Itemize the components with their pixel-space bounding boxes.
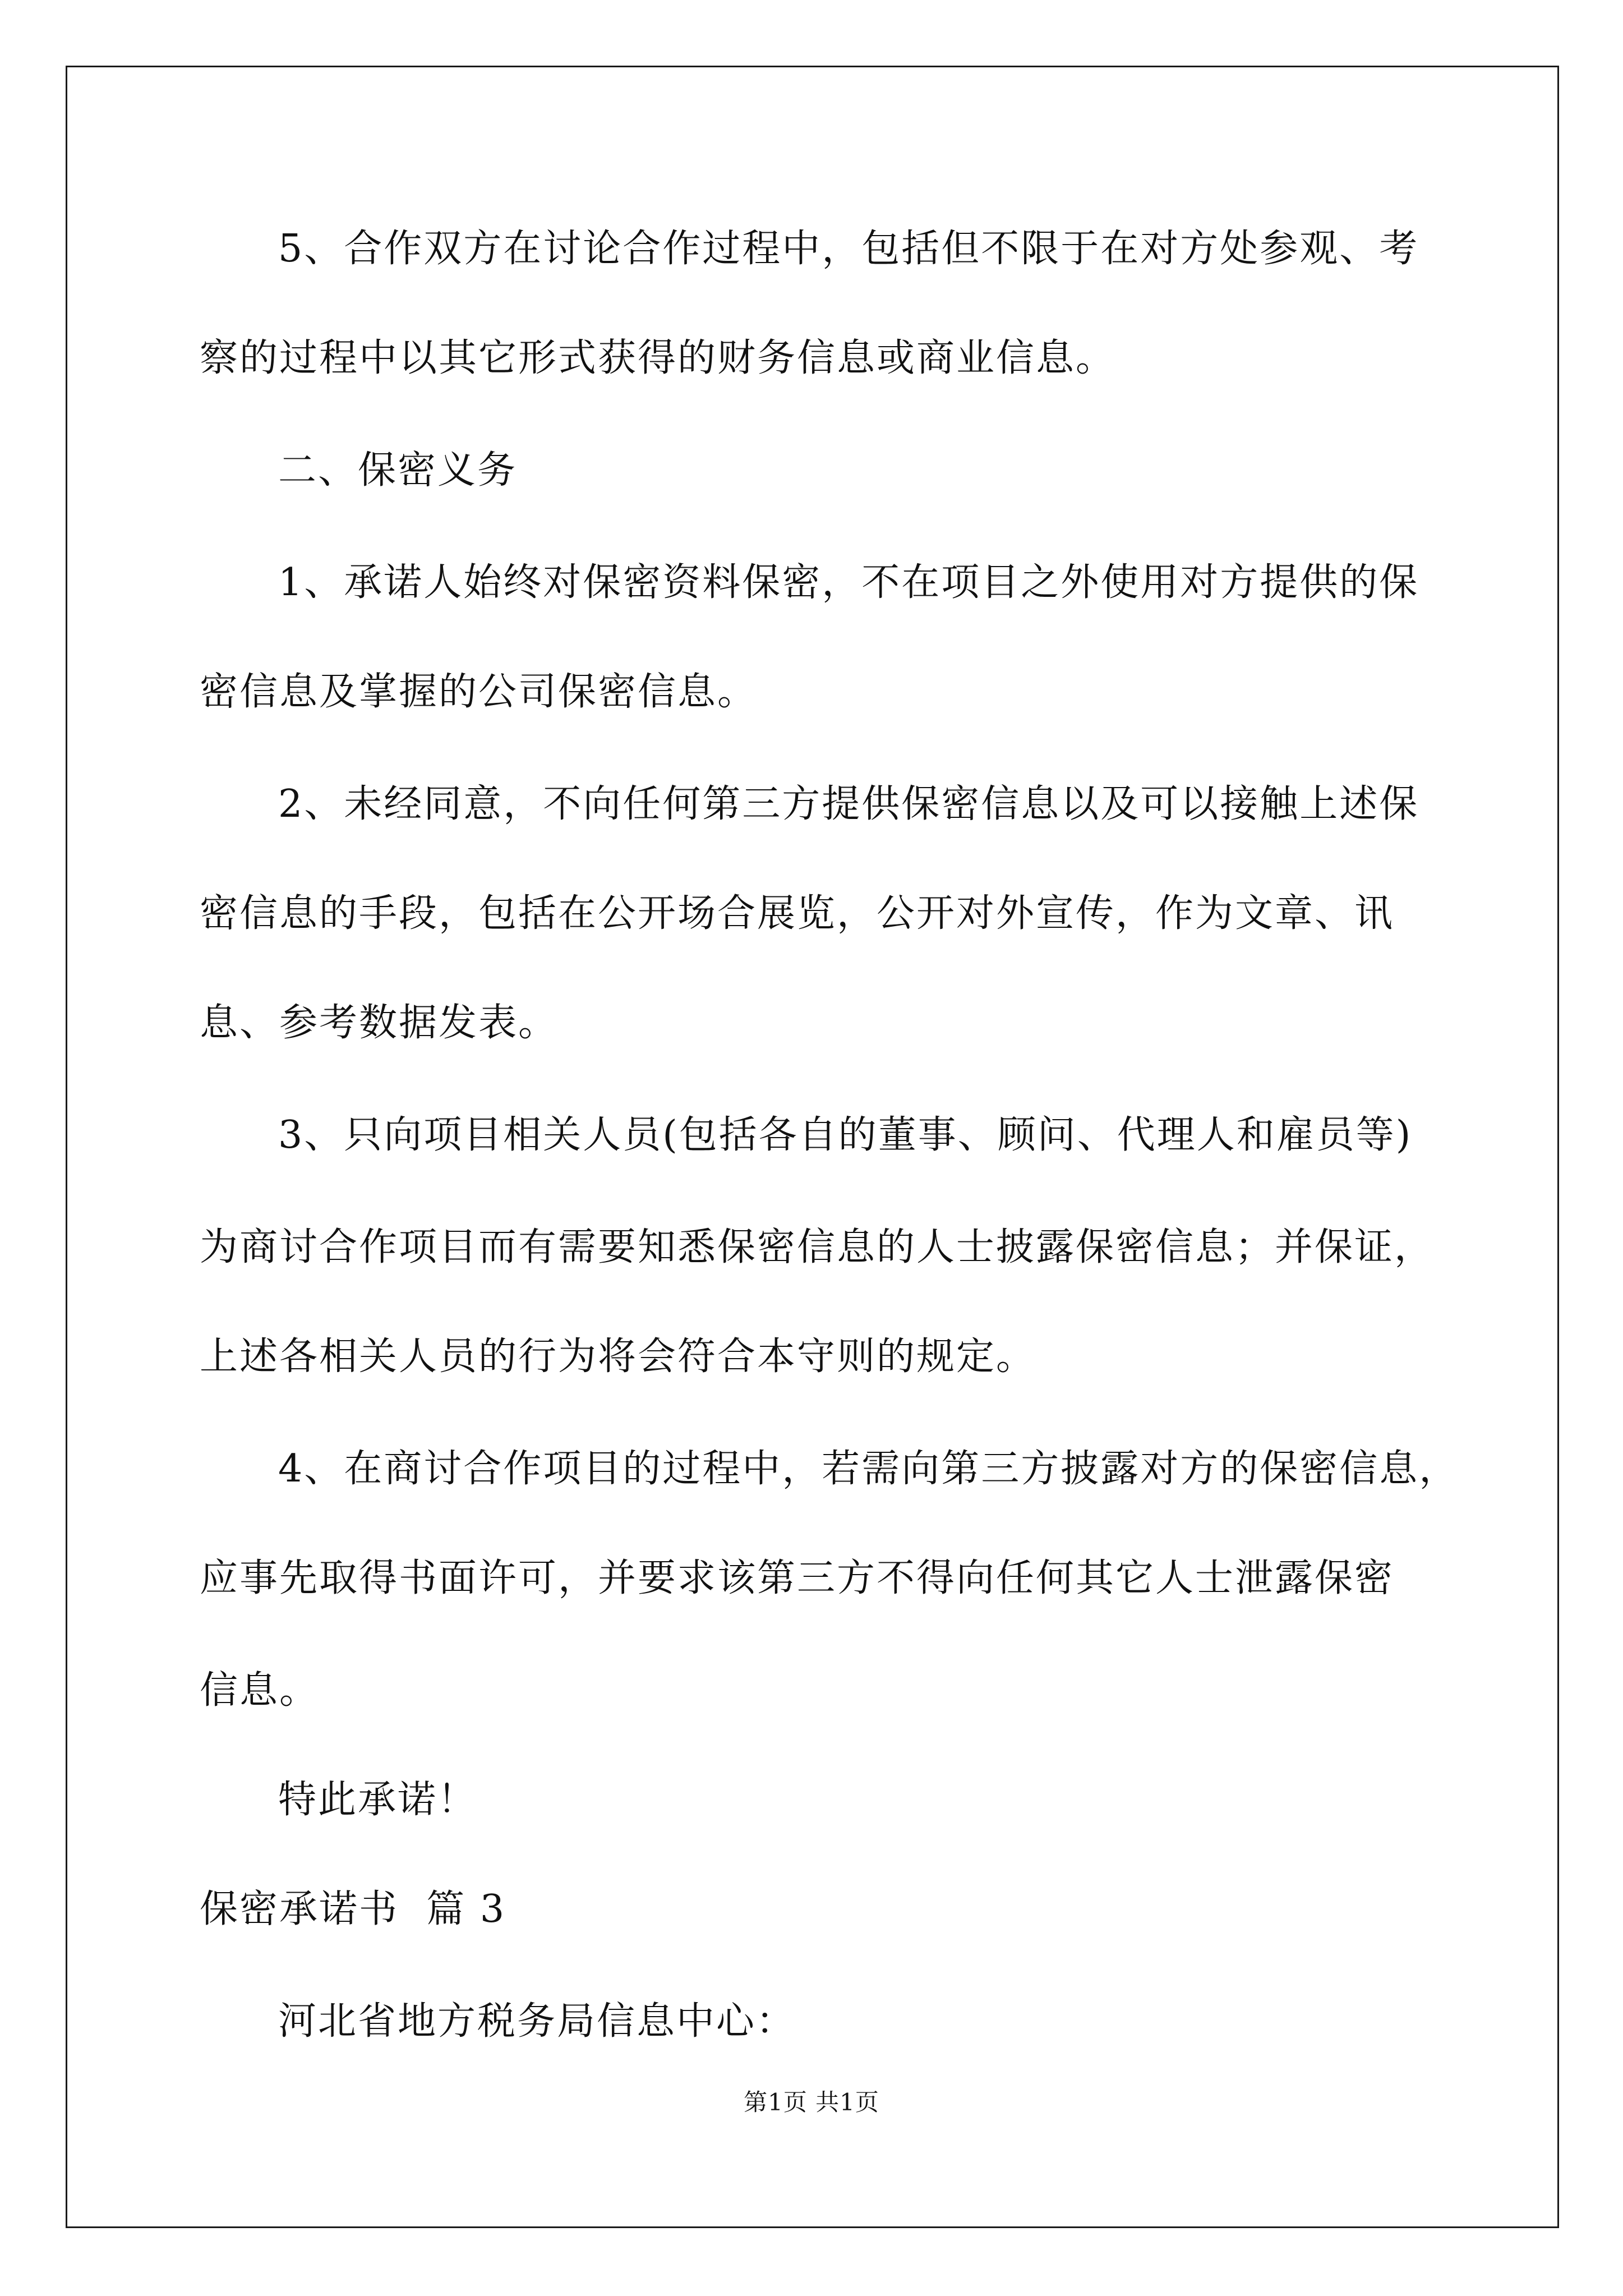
paragraph-line: 4、在商讨合作项目的过程中，若需向第三方披露对方的保密信息， [278,1447,1459,1491]
section-heading: 二、保密义务 [278,448,518,493]
paragraph-line: 5、合作双方在讨论合作过程中，包括但不限于在对方处参观、考 [278,227,1419,271]
paragraph-line: 2、未经同意，不向任何第三方提供保密信息以及可以接触上述保 [278,782,1419,826]
addressee-line: 河北省地方税务局信息中心： [278,1999,796,2044]
closing-line: 特此承诺！ [278,1778,478,1822]
page-footer: 第1页 共1页 [744,2088,879,2116]
paragraph-line: 息、参考数据发表。 [200,1001,559,1045]
paragraph-line: 密信息及掌握的公司保密信息。 [200,670,758,714]
paragraph-line: 应事先取得书面许可，并要求该第三方不得向任何其它人士泄露保密 [200,1556,1395,1600]
paragraph-line: 上述各相关人员的行为将会符合本守则的规定。 [200,1335,1036,1379]
paragraph-line: 密信息的手段，包括在公开场合展览，公开对外宣传，作为文章、讯 [200,891,1395,936]
paragraph-line: 信息。 [200,1668,320,1713]
paragraph-line: 察的过程中以其它形式获得的财务信息或商业信息。 [200,336,1116,380]
section-title: 保密承诺书 篇 3 [200,1887,506,1931]
paragraph-line: 为商讨合作项目而有需要知悉保密信息的人士披露保密信息；并保证， [200,1225,1435,1269]
paragraph-line: 1、承诺人始终对保密资料保密，不在项目之外使用对方提供的保 [278,560,1419,605]
paragraph-line: 3、只向项目相关人员(包括各自的董事、顾问、代理人和雇员等) [278,1113,1413,1157]
